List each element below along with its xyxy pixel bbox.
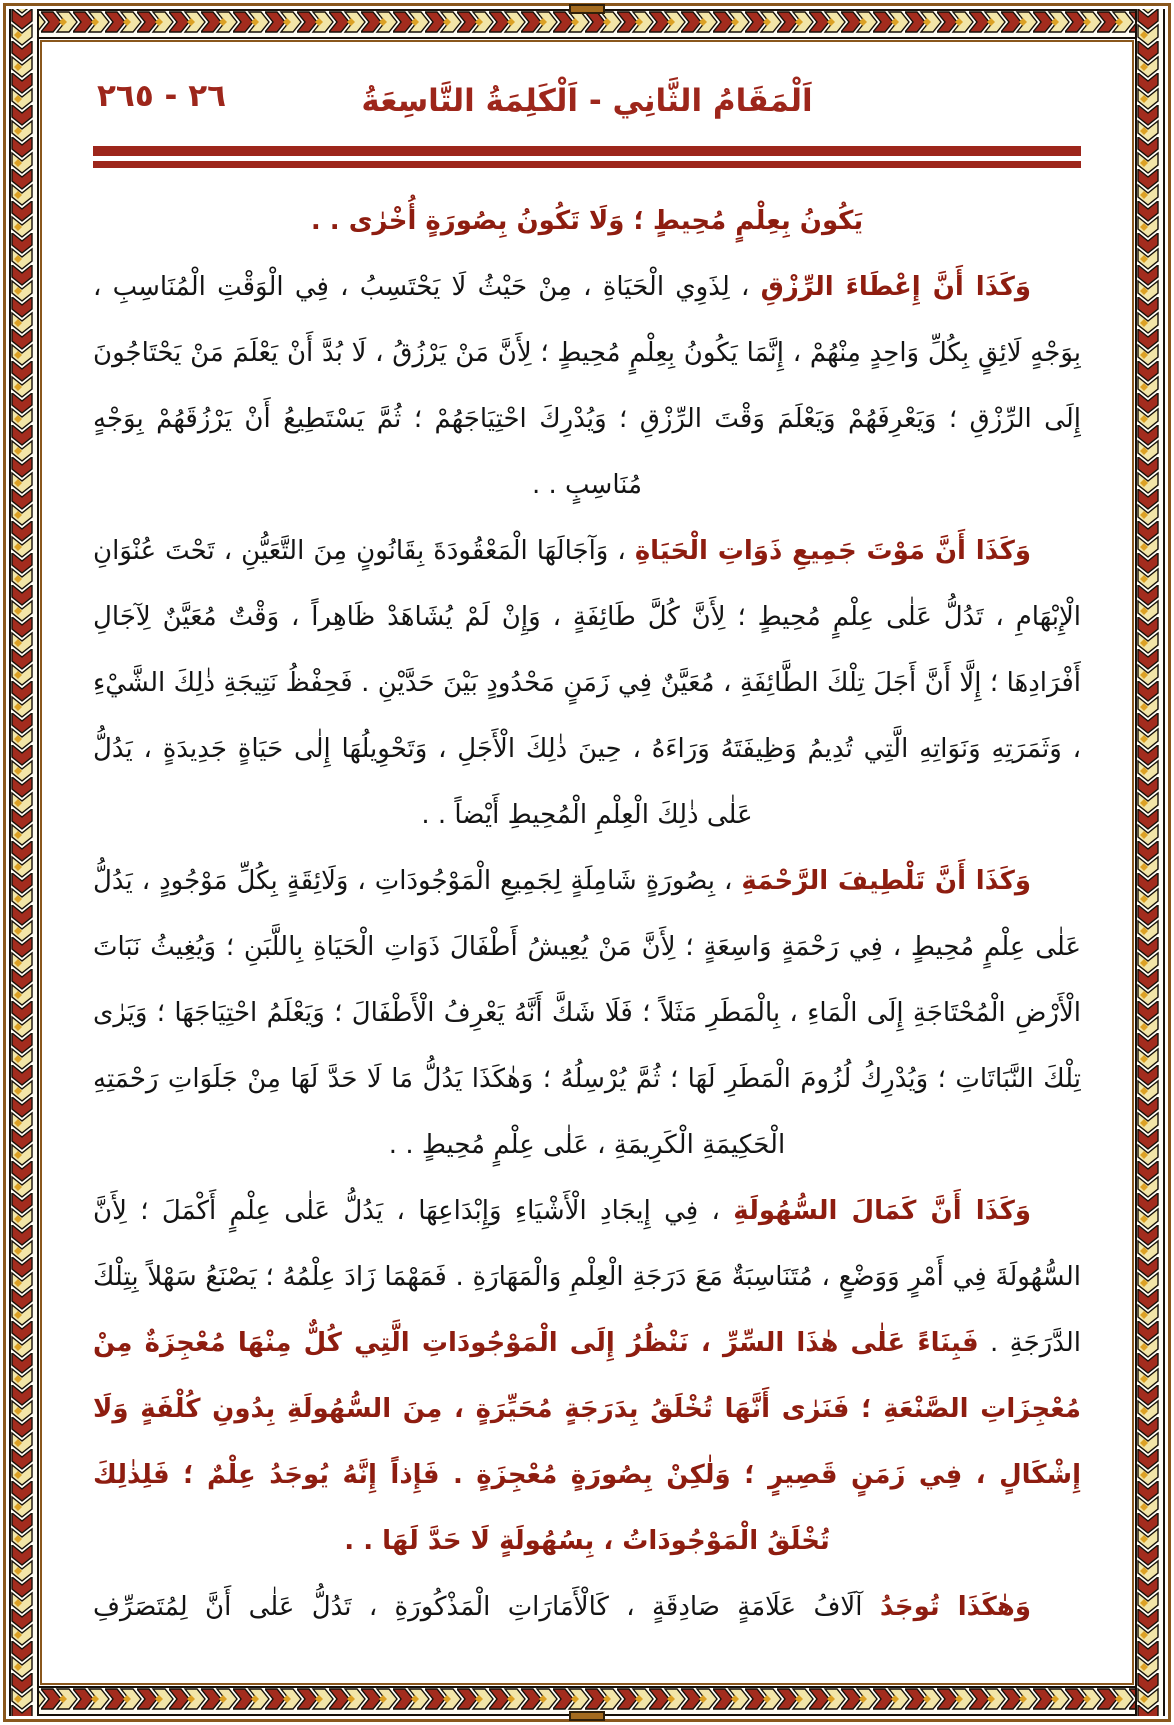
body-segment: ، وَآجَالَهَا الْمَعْقُودَةَ بِقَانُونٍ مِنَ التَّعَيُّنِ ، تَحْتَ عُنْوَانِ الْإِبْهَامِ ، تَدُلُّ عَلٰى عِلْمٍ مُحِيطٍ ؛ لِأَنَّ كُلَّ طَائِفَةٍ ، وَإِنْ لَمْ يُشَاهَدْ ظَاهِراً ، وَقْتٌ مُعَيَّنٌ لِآجَالِ أَفْرَادِهَا ؛ إِلَّا أَنَّ أَجَلَ تِلْكَ الطَّائِفَةِ ، مُعَيَّنٌ فِي زَمَنٍ مَحْدُودٍ بَيْنَ حَدَّيْنِ . فَحِفْظُ نَتِيجَةِ ذٰلِكَ الشَّيْءِ ، وَثَمَرَتِهِ وَنَوَاتِهِ الَّتِي تُدِيمُ وَظِيفَتَهُ وَرَاءَهُ ، حِينَ ذٰلِكَ الْأَجَلِ ، وَتَحْوِيلُهَا إِلٰى حَيَاةٍ جَدِيدَةٍ ، يَدُلُّ عَلٰى ذٰلِكَ الْعِلْمِ الْمُحِيطِ أَيْضاً . . <box>93 536 1081 830</box>
highlight-phrase: يَكُونُ بِعِلْمٍ مُحِيطٍ ؛ وَلَا تَكُونُ بِصُورَةٍ أُخْرٰى . . <box>310 206 864 236</box>
header-rule-thin-bar <box>93 161 1081 168</box>
border-center-tab-top <box>569 4 605 14</box>
highlight-phrase: وَهٰكَذَا تُوجَدُ <box>879 1592 1031 1622</box>
paragraph <box>93 188 1081 254</box>
paragraph <box>93 1574 1081 1640</box>
body-segment: ، لِذَوِي الْحَيَاةِ ، مِنْ حَيْثُ لَا يَحْتَسِبُ ، فِي الْوَقْتِ الْمُنَاسِبِ ، بِوَجْهٍ لَائِقٍ بِكُلِّ وَاحِدٍ مِنْهُمْ ، إِنَّمَا يَكُونُ بِعِلْمٍ مُحِيطٍ ؛ لِأَنَّ مَنْ يَرْزُقُ ، لَا بُدَّ أَنْ يَعْلَمَ مَنْ يَحْتَاجُونَ إِلَى الرِّزْقِ ؛ وَيَعْرِفَهُمْ وَيَعْلَمَ وَقْتَ الرِّزْقِ ؛ وَيُدْرِكَ احْتِيَاجَهُمْ ؛ ثُمَّ يَسْتَطِيعُ أَنْ يَرْزُقَهُمْ بِوَجْهٍ مُنَاسِبٍ . . <box>93 272 1081 500</box>
paragraph <box>93 518 1081 848</box>
highlight-phrase: وَكَذَا أَنَّ إِعْطَاءَ الرِّزْقِ <box>760 272 1032 302</box>
page-header <box>93 70 1081 132</box>
ornamental-border-left <box>9 9 39 1716</box>
border-center-tab-bottom <box>569 1711 605 1721</box>
paragraph <box>93 1178 1081 1574</box>
highlight-phrase: وَكَذَا أَنَّ تَلْطِيفَ الرَّحْمَةِ <box>741 866 1031 896</box>
body-segment: ، فِي إِيجَادِ الْأَشْيَاءِ وَإِبْدَاعِهَا ، يَدُلُّ عَلٰى عِلْمٍ أَكْمَلَ ؛ لِأَنَّ السُّهُولَةَ فِي أَمْرٍ وَوَضْعٍ ، مُتَنَاسِبَةٌ مَعَ دَرَجَةِ الْعِلْمِ وَالْمَهَارَةِ . فَمَهْمَا زَادَ عِلْمُهُ ؛ يَصْنَعُ سَهْلاً بِتِلْكَ الدَّرَجَةِ . <box>93 1196 1081 1358</box>
body-segment: آلَافُ عَلَامَةٍ صَادِقَةٍ ، كَالْأَمَارَاتِ الْمَذْكُورَةِ ، تَدُلُّ عَلٰى أَنَّ لِمُتَصَرِّفِ <box>93 1592 880 1622</box>
body-segment: ، بِصُورَةٍ شَامِلَةٍ لِجَمِيعِ الْمَوْجُودَاتِ ، وَلَائِقَةٍ بِكُلِّ مَوْجُودٍ ، يَدُلُّ عَلٰى عِلْمٍ مُحِيطٍ ، فِي رَحْمَةٍ وَاسِعَةٍ ؛ لِأَنَّ مَنْ يُعِيشُ أَطْفَالَ ذَوَاتِ الْحَيَاةِ بِاللَّبَنِ ؛ وَيُغِيثُ نَبَاتَ الْأَرْضِ الْمُحْتَاجَةِ إِلَى الْمَاءِ ، بِالْمَطَرِ مَثَلاً ؛ فَلَا شَكَّ أَنَّهُ يَعْرِفُ الْأَطْفَالَ ؛ وَيَعْلَمُ احْتِيَاجَهَا ؛ وَيَرٰى تِلْكَ النَّبَاتَاتِ ؛ وَيُدْرِكُ لُزُومَ الْمَطَرِ لَهَا ؛ ثُمَّ يُرْسِلُهُ ؛ وَهٰكَذَا يَدُلُّ مَا لَا حَدَّ لَهَا مِنْ جَلَوَاتِ رَحْمَتِهِ الْحَكِيمَةِ الْكَرِيمَةِ ، عَلٰى عِلْمٍ مُحِيطٍ . . <box>93 866 1081 1160</box>
paragraph <box>93 848 1081 1178</box>
highlight-phrase: فَبِنَاءً عَلٰى هٰذَا السِّرِّ ، نَنْظُرُ إِلَى الْمَوْجُودَاتِ الَّتِي كُلٌّ مِنْهَا مُعْجِزَةٌ مِنْ مُعْجِزَاتِ الصَّنْعَةِ ؛ فَنَرٰى أَنَّهَا تُخْلَقُ بِدَرَجَةٍ مُحَيِّرَةٍ ، مِنَ السُّهُولَةِ بِدُونِ كُلْفَةٍ وَلَا إِشْكَالٍ ، فِي زَمَنٍ قَصِيرٍ ؛ وَلٰكِنْ بِصُورَةٍ مُعْجِزَةٍ . فَإِذاً إِنَّهُ يُوجَدُ عِلْمٌ ؛ فَلِذٰلِكَ تُخْلَقُ الْمَوْجُودَاتُ ، بِسُهُولَةٍ لَا حَدَّ لَهَا . . <box>93 1328 1081 1556</box>
page-title: اَلْمَقَامُ الثَّانِي - اَلْكَلِمَةُ التَّاسِعَةُ <box>361 83 813 119</box>
body-text <box>93 188 1081 1640</box>
page-number: ٢٦ - ٢٦٥ <box>97 78 227 114</box>
header-rule <box>93 146 1081 168</box>
highlight-phrase: وَكَذَا أَنَّ مَوْتَ جَمِيعِ ذَوَاتِ الْحَيَاةِ <box>634 536 1031 566</box>
paragraph <box>93 254 1081 518</box>
page-content <box>93 46 1081 1679</box>
header-rule-thick-bar <box>93 146 1081 156</box>
ornamental-border-right <box>1135 9 1165 1716</box>
highlight-phrase: وَكَذَا أَنَّ كَمَالَ السُّهُولَةِ <box>733 1196 1031 1226</box>
